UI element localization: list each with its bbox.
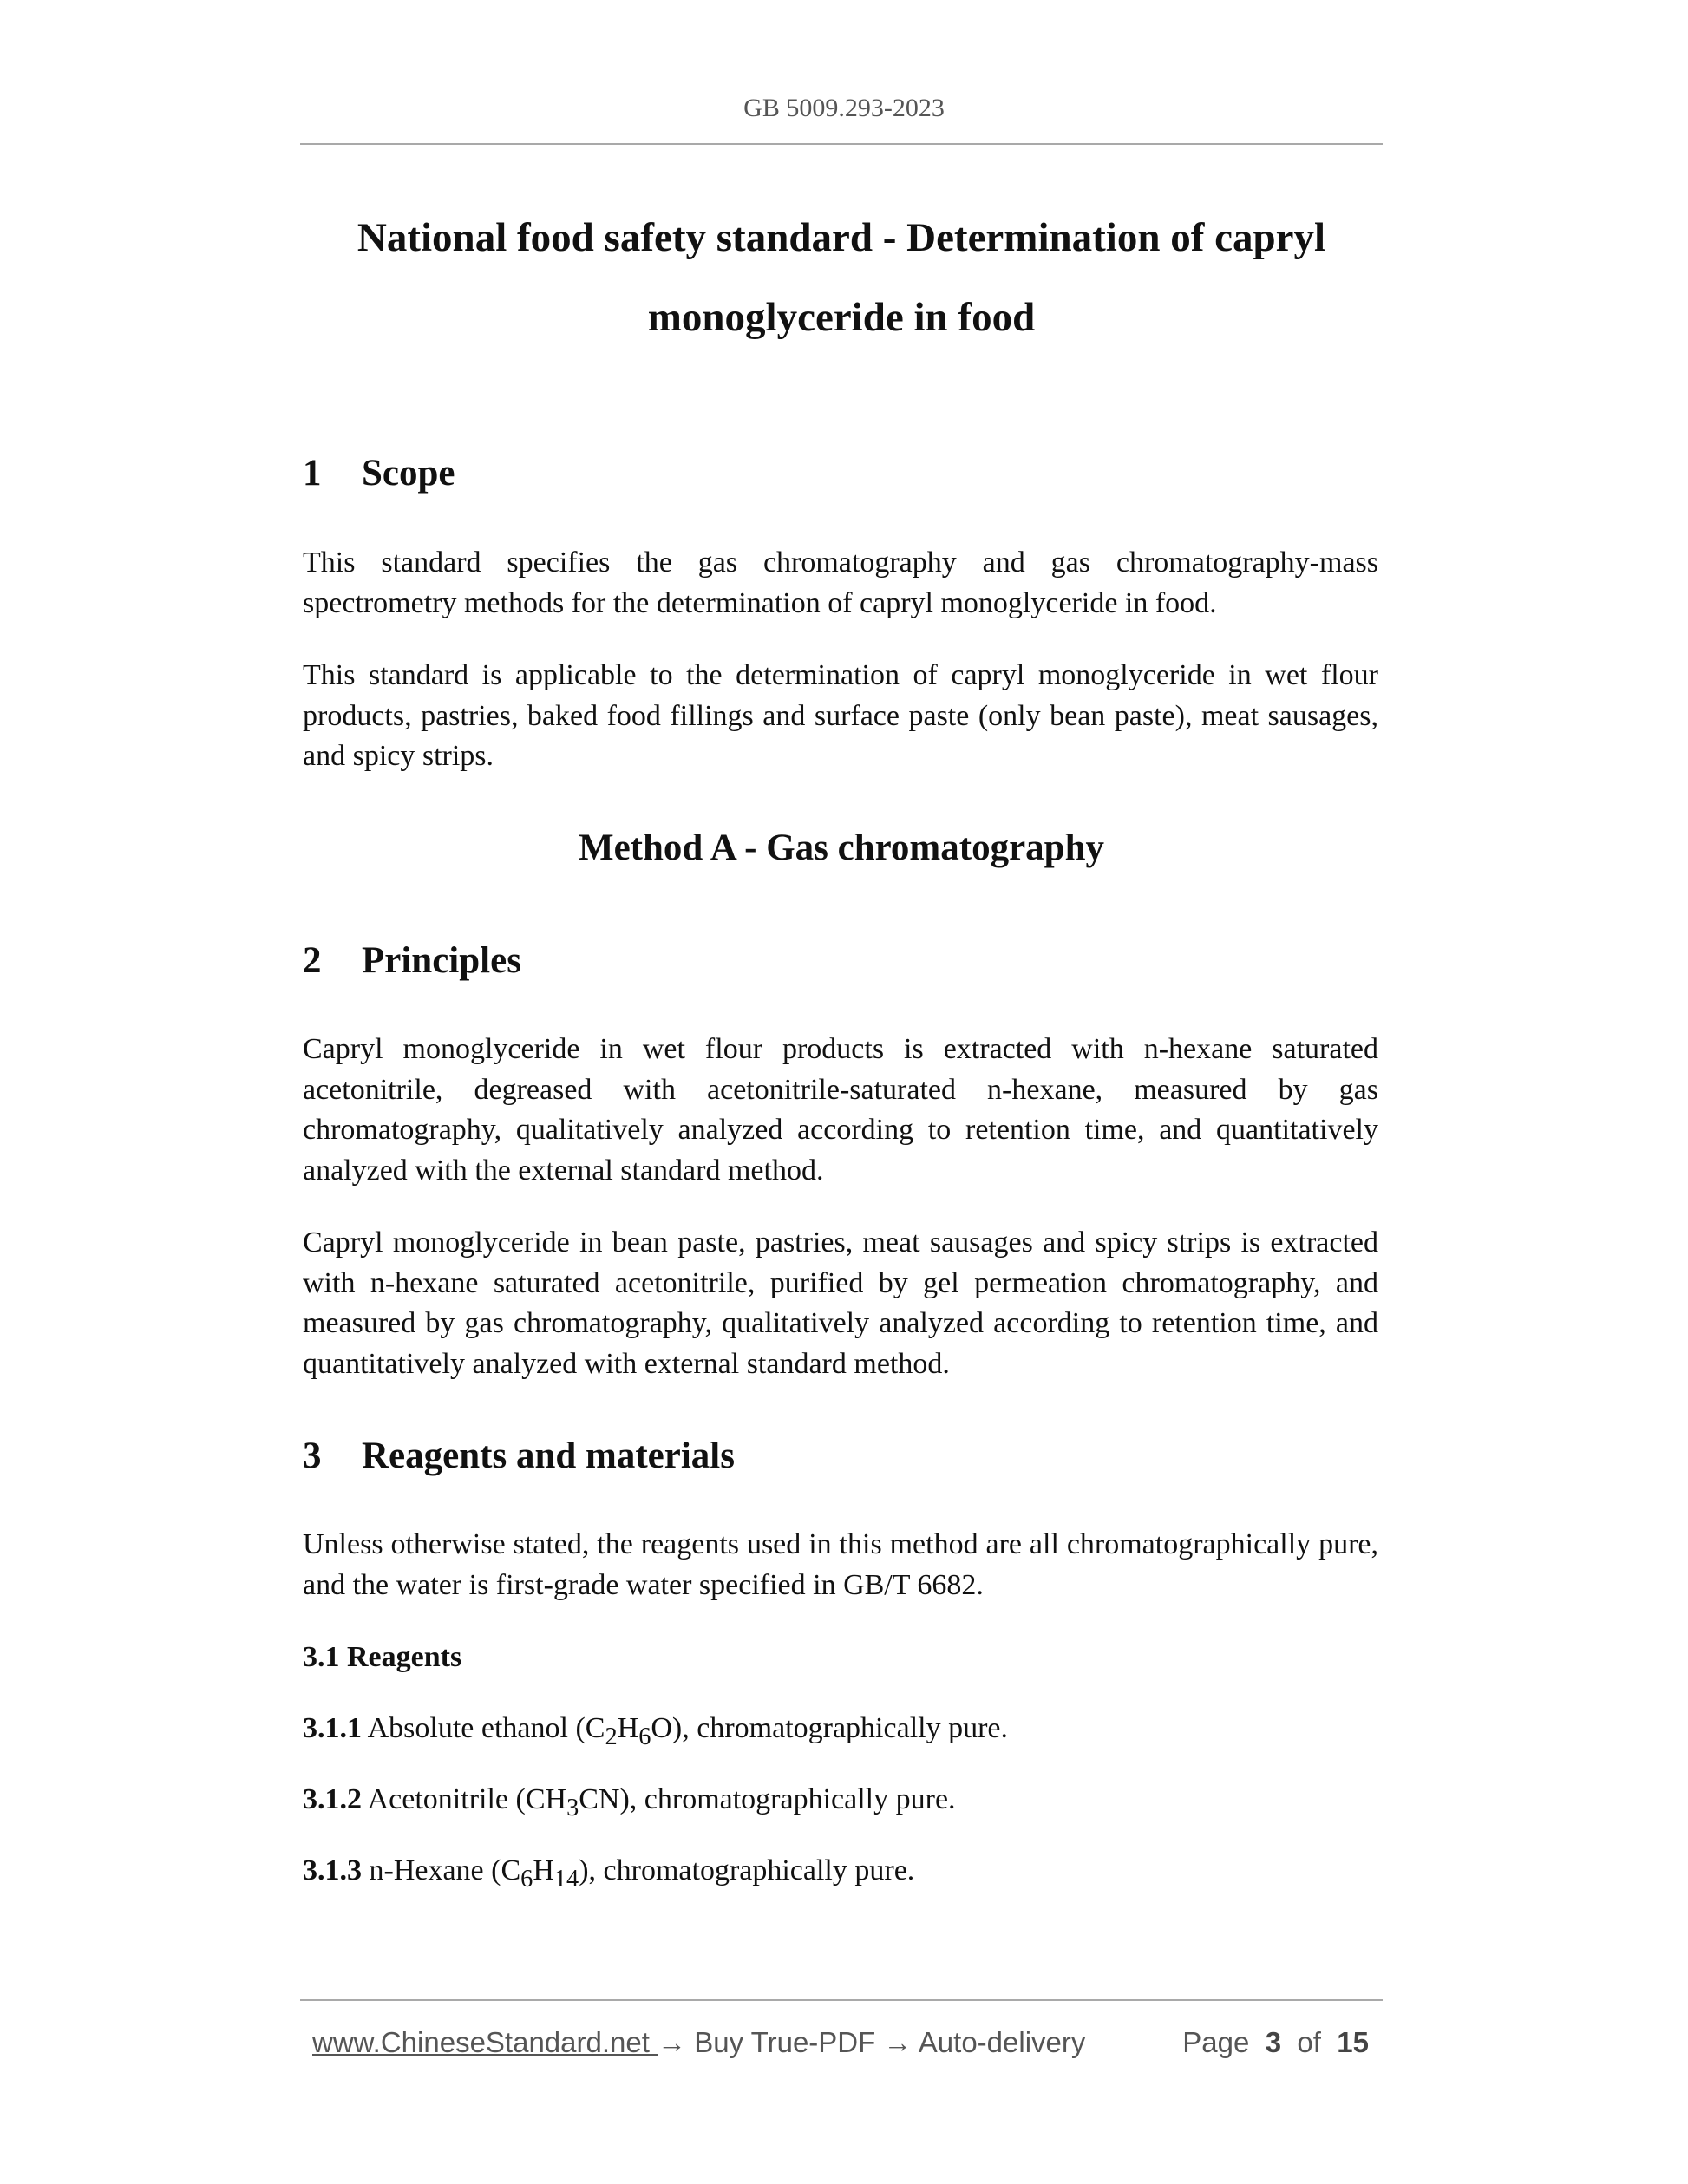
item-number: 3.1.2 [303,1783,362,1815]
page-number: 3 [1265,2026,1282,2058]
scope-paragraph-2: This standard is applicable to the determination of capryl monoglyceride in wet flour products, pastries, baked food fillings and surface paste (only bean paste), meat sausages, and spicy strips. [303,659,1378,772]
reagent-item-ethanol: 3.1.1 Absolute ethanol $(C_2H_6O)$, chromatographically pure. [303,1712,1008,1750]
page-indicator: Page 3 of 15 [1182,2026,1369,2058]
header-rule [300,143,1383,145]
section-number: 3 [303,1435,322,1476]
title-line-1: National food safety standard - Determination of capryl [357,215,1326,260]
principles-paragraph-2: Capryl monoglyceride in bean paste, pastries, meat sausages and spicy strips is extracted with n-hexane saturated acetonitrile, purified by gel permeation chromatography, and measured by gas chromatography, qualitatively analyzed according to retention time, and quantitatively analyzed with external standard method. [303,1226,1378,1380]
method-a-heading: Method A - Gas chromatography [579,827,1104,868]
title-line-2: monoglyceride in food [647,295,1036,340]
section-title: Reagents and materials [362,1435,735,1476]
scope-paragraph-1: This standard specifies the gas chromatography and gas chromatography-mass spectrometry methods for the determination of capryl monoglyceride in food. [303,546,1378,619]
header-standard-code: GB 5009.293-2023 [743,94,945,122]
footer-link-group [312,2026,1085,2059]
section-heading-reagents [303,1434,735,1479]
reagents-paragraph-1: Unless otherwise stated, the reagents used in this method are all chromatographically pure, and the water is first-grade water specified in GB/T 6682. [303,1528,1378,1601]
reagent-item-hexane: 3.1.3 n-Hexane $(C_6H_{14})$, chromatographically pure. [303,1854,915,1893]
section-number: 1 [303,453,322,494]
item-number: 3.1.3 [303,1854,362,1886]
subsection-reagents-title: 3.1 Reagents [303,1641,462,1673]
section-heading-scope [303,451,455,496]
footer-rule [300,1999,1383,2001]
page-total: 15 [1337,2026,1369,2058]
principles-paragraph-1: Capryl monoglyceride in wet flour products is extracted with n-hexane saturated acetonitrile, degreased with acetonitrile-saturated n-hexane, measured by gas chromatography, qualitatively analyzed according to retention time, and quantitatively analyzed with the external standard method. [303,1033,1378,1187]
document-title [300,198,1383,357]
chinesestandard-link[interactable]: www.ChineseStandard.net [312,2026,658,2058]
section-number: 2 [303,940,322,981]
section-heading-principles [303,938,521,984]
item-number: 3.1.1 [303,1712,362,1744]
section-title: Scope [362,453,455,494]
footer-tagline: → Buy True-PDF → Auto-delivery [658,2026,1086,2058]
reagent-item-acetonitrile: 3.1.2 Acetonitrile $(CH_3CN)$, chromatographically pure. [303,1783,956,1821]
section-title: Principles [362,940,521,981]
